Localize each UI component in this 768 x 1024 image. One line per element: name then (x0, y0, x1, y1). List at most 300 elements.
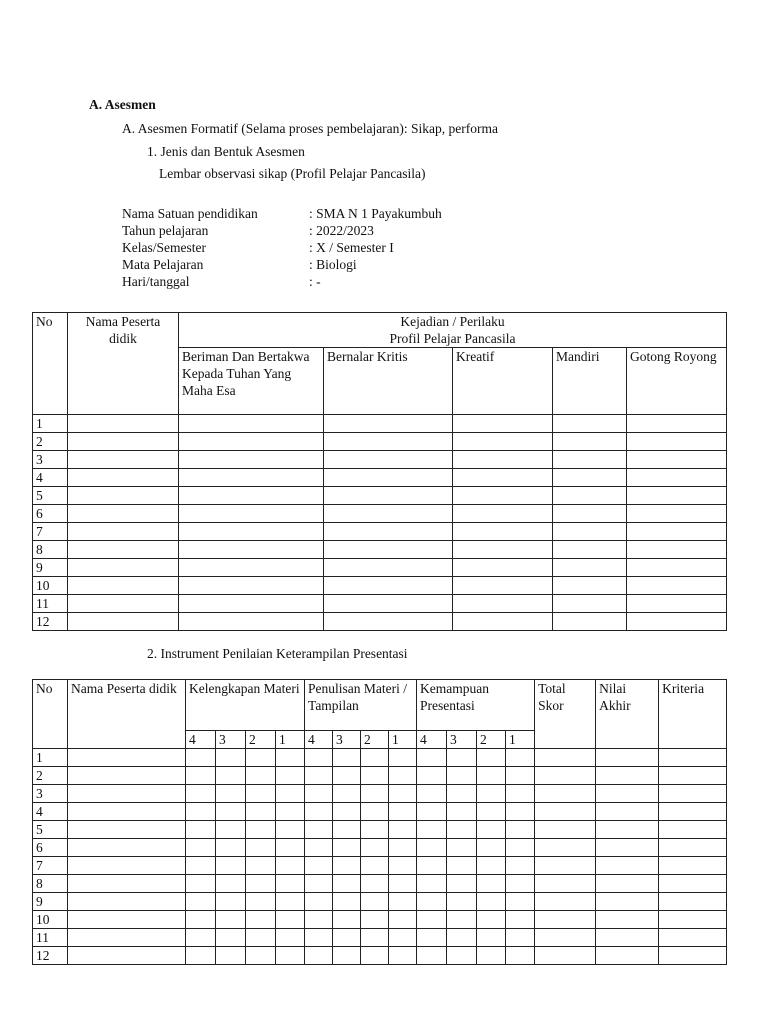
empty-cell (276, 857, 305, 875)
empty-cell (659, 785, 727, 803)
row-number: 10 (33, 911, 68, 929)
table-row (33, 857, 727, 875)
empty-cell (659, 803, 727, 821)
row-number: 11 (33, 595, 68, 613)
empty-cell (535, 911, 596, 929)
table-row (33, 523, 727, 541)
empty-cell (216, 947, 246, 965)
info-value-school: : SMA N 1 Payakumbuh (309, 206, 442, 221)
empty-cell (333, 893, 361, 911)
empty-cell (179, 505, 324, 523)
empty-cell (506, 803, 535, 821)
header-dim-mandiri: Mandiri (553, 348, 627, 415)
empty-cell (305, 875, 333, 893)
empty-cell (506, 857, 535, 875)
empty-cell (68, 947, 186, 965)
empty-cell (324, 559, 453, 577)
empty-cell (535, 929, 596, 947)
empty-cell (333, 785, 361, 803)
empty-cell (417, 947, 447, 965)
empty-cell (447, 857, 477, 875)
row-number: 6 (33, 505, 68, 523)
empty-cell (389, 857, 417, 875)
empty-cell (417, 857, 447, 875)
empty-cell (324, 595, 453, 613)
empty-cell (246, 929, 276, 947)
row-number: 4 (33, 469, 68, 487)
empty-cell (246, 857, 276, 875)
empty-cell (596, 749, 659, 767)
empty-cell (68, 857, 186, 875)
row-number: 12 (33, 613, 68, 631)
table-row (33, 595, 727, 613)
item-1-description: Lembar observasi sikap (Profil Pelajar Pancasila) (159, 166, 426, 181)
empty-cell (553, 487, 627, 505)
empty-cell (659, 893, 727, 911)
empty-cell (553, 523, 627, 541)
table-row (33, 947, 727, 965)
header-writing: Penulisan Materi / Tampilan (305, 680, 417, 731)
empty-cell (453, 541, 553, 559)
empty-cell (179, 613, 324, 631)
row-number: 4 (33, 803, 68, 821)
empty-cell (246, 875, 276, 893)
empty-cell (453, 595, 553, 613)
empty-cell (68, 785, 186, 803)
empty-cell (447, 929, 477, 947)
empty-cell (68, 821, 186, 839)
empty-cell (477, 839, 506, 857)
empty-cell (246, 947, 276, 965)
empty-cell (68, 613, 179, 631)
table-row (33, 893, 727, 911)
empty-cell (179, 595, 324, 613)
empty-cell (596, 893, 659, 911)
empty-cell (333, 749, 361, 767)
info-value-date: : - (309, 274, 321, 289)
empty-cell (333, 839, 361, 857)
table-row (33, 803, 727, 821)
empty-cell (216, 893, 246, 911)
empty-cell (417, 767, 447, 785)
score-header: 2 (246, 731, 276, 749)
empty-cell (453, 433, 553, 451)
empty-cell (186, 947, 216, 965)
item-1-heading: 1. Jenis dan Bentuk Asesmen (147, 144, 305, 159)
empty-cell (627, 469, 727, 487)
empty-cell (477, 893, 506, 911)
empty-cell (246, 893, 276, 911)
score-header: 3 (447, 731, 477, 749)
empty-cell (361, 929, 389, 947)
empty-cell (553, 451, 627, 469)
empty-cell (361, 875, 389, 893)
empty-cell (477, 803, 506, 821)
empty-cell (276, 749, 305, 767)
score-header: 1 (276, 731, 305, 749)
empty-cell (553, 433, 627, 451)
empty-cell (305, 929, 333, 947)
row-number: 12 (33, 947, 68, 965)
formative-assessment-heading: A. Asesmen Formatif (Selama proses pembelajaran): Sikap, performa (122, 121, 499, 136)
empty-cell (453, 613, 553, 631)
empty-cell (453, 451, 553, 469)
header-behavior-group: Kejadian / Perilaku Profil Pelajar Pancasila (179, 313, 727, 348)
header-no: No (33, 313, 68, 415)
empty-cell (535, 857, 596, 875)
empty-cell (305, 893, 333, 911)
empty-cell (447, 947, 477, 965)
table-row (33, 469, 727, 487)
empty-cell (333, 803, 361, 821)
header-presentation-ability: Kemampuan Presentasi (417, 680, 535, 731)
section-heading: A. Asesmen (89, 97, 156, 112)
empty-cell (553, 595, 627, 613)
empty-cell (216, 911, 246, 929)
empty-cell (506, 749, 535, 767)
empty-cell (276, 785, 305, 803)
empty-cell (447, 803, 477, 821)
empty-cell (276, 947, 305, 965)
empty-cell (535, 893, 596, 911)
row-number: 5 (33, 821, 68, 839)
empty-cell (333, 767, 361, 785)
table-row (33, 415, 727, 433)
empty-cell (246, 911, 276, 929)
empty-cell (659, 911, 727, 929)
empty-cell (276, 875, 305, 893)
empty-cell (506, 893, 535, 911)
empty-cell (361, 947, 389, 965)
empty-cell (179, 577, 324, 595)
empty-cell (333, 821, 361, 839)
empty-cell (596, 911, 659, 929)
info-label-date: Hari/tanggal (122, 274, 190, 289)
empty-cell (596, 839, 659, 857)
empty-cell (477, 749, 506, 767)
empty-cell (186, 785, 216, 803)
empty-cell (333, 875, 361, 893)
empty-cell (553, 415, 627, 433)
empty-cell (68, 487, 179, 505)
empty-cell (361, 893, 389, 911)
empty-cell (447, 785, 477, 803)
empty-cell (535, 839, 596, 857)
empty-cell (216, 929, 246, 947)
empty-cell (506, 875, 535, 893)
empty-cell (453, 505, 553, 523)
empty-cell (186, 767, 216, 785)
empty-cell (246, 749, 276, 767)
empty-cell (361, 803, 389, 821)
table-row (33, 451, 727, 469)
empty-cell (68, 541, 179, 559)
empty-cell (333, 947, 361, 965)
empty-cell (596, 803, 659, 821)
row-number: 8 (33, 541, 68, 559)
empty-cell (68, 875, 186, 893)
header-no: No (33, 680, 68, 749)
empty-cell (186, 749, 216, 767)
empty-cell (627, 613, 727, 631)
score-header: 3 (216, 731, 246, 749)
empty-cell (361, 911, 389, 929)
empty-cell (447, 875, 477, 893)
empty-cell (389, 947, 417, 965)
empty-cell (627, 451, 727, 469)
empty-cell (68, 559, 179, 577)
score-header: 1 (506, 731, 535, 749)
empty-cell (506, 785, 535, 803)
table-row (33, 929, 727, 947)
info-value-year: : 2022/2023 (309, 223, 374, 238)
row-number: 7 (33, 857, 68, 875)
empty-cell (506, 929, 535, 947)
score-header: 3 (333, 731, 361, 749)
empty-cell (179, 559, 324, 577)
empty-cell (305, 857, 333, 875)
empty-cell (627, 559, 727, 577)
row-number: 10 (33, 577, 68, 595)
empty-cell (305, 785, 333, 803)
empty-cell (68, 595, 179, 613)
empty-cell (506, 821, 535, 839)
header-completeness: Kelengkapan Materi (186, 680, 305, 731)
empty-cell (389, 767, 417, 785)
row-number: 6 (33, 839, 68, 857)
row-number: 9 (33, 559, 68, 577)
empty-cell (447, 893, 477, 911)
info-label-year: Tahun pelajaran (122, 223, 209, 238)
empty-cell (186, 821, 216, 839)
empty-cell (659, 947, 727, 965)
empty-cell (276, 893, 305, 911)
empty-cell (246, 839, 276, 857)
empty-cell (68, 451, 179, 469)
empty-cell (186, 911, 216, 929)
empty-cell (453, 577, 553, 595)
table-row (33, 559, 727, 577)
empty-cell (216, 839, 246, 857)
empty-cell (659, 821, 727, 839)
empty-cell (246, 767, 276, 785)
empty-cell (453, 415, 553, 433)
empty-cell (389, 785, 417, 803)
empty-cell (361, 749, 389, 767)
empty-cell (417, 875, 447, 893)
empty-cell (68, 523, 179, 541)
empty-cell (216, 875, 246, 893)
empty-cell (596, 767, 659, 785)
empty-cell (246, 821, 276, 839)
empty-cell (305, 803, 333, 821)
empty-cell (324, 433, 453, 451)
empty-cell (246, 803, 276, 821)
header-final-grade: Nilai Akhir (596, 680, 659, 749)
empty-cell (361, 839, 389, 857)
empty-cell (553, 541, 627, 559)
empty-cell (68, 749, 186, 767)
empty-cell (324, 613, 453, 631)
empty-cell (305, 821, 333, 839)
row-number: 9 (33, 893, 68, 911)
empty-cell (627, 505, 727, 523)
empty-cell (453, 523, 553, 541)
empty-cell (627, 541, 727, 559)
table-row (33, 839, 727, 857)
header-dim-bernalar: Bernalar Kritis (324, 348, 453, 415)
empty-cell (186, 875, 216, 893)
empty-cell (68, 577, 179, 595)
empty-cell (186, 857, 216, 875)
empty-cell (186, 893, 216, 911)
empty-cell (389, 803, 417, 821)
empty-cell (417, 821, 447, 839)
empty-cell (553, 505, 627, 523)
row-number: 3 (33, 451, 68, 469)
empty-cell (186, 803, 216, 821)
empty-cell (596, 947, 659, 965)
empty-cell (361, 821, 389, 839)
empty-cell (68, 911, 186, 929)
empty-cell (324, 415, 453, 433)
row-number: 11 (33, 929, 68, 947)
empty-cell (506, 947, 535, 965)
header-criteria: Kriteria (659, 680, 727, 749)
empty-cell (659, 767, 727, 785)
empty-cell (324, 523, 453, 541)
info-value-class: : X / Semester I (309, 240, 394, 255)
row-number: 1 (33, 415, 68, 433)
empty-cell (627, 415, 727, 433)
empty-cell (447, 839, 477, 857)
empty-cell (276, 803, 305, 821)
header-dim-kreatif: Kreatif (453, 348, 553, 415)
empty-cell (68, 929, 186, 947)
header-student-name: Nama Peserta didik (68, 680, 186, 749)
info-value-subject: : Biologi (309, 257, 357, 272)
empty-cell (477, 857, 506, 875)
empty-cell (68, 893, 186, 911)
empty-cell (417, 803, 447, 821)
empty-cell (324, 469, 453, 487)
empty-cell (305, 911, 333, 929)
row-number: 8 (33, 875, 68, 893)
empty-cell (659, 929, 727, 947)
empty-cell (447, 749, 477, 767)
empty-cell (324, 487, 453, 505)
header-total-score: Total Skor (535, 680, 596, 749)
empty-cell (627, 487, 727, 505)
empty-cell (535, 875, 596, 893)
empty-cell (417, 911, 447, 929)
empty-cell (361, 767, 389, 785)
empty-cell (68, 469, 179, 487)
empty-cell (389, 911, 417, 929)
empty-cell (627, 595, 727, 613)
empty-cell (535, 947, 596, 965)
table-row (33, 487, 727, 505)
empty-cell (506, 911, 535, 929)
table-row (33, 505, 727, 523)
table-row (33, 767, 727, 785)
empty-cell (389, 893, 417, 911)
empty-cell (179, 541, 324, 559)
table-row (33, 875, 727, 893)
score-header: 4 (305, 731, 333, 749)
empty-cell (453, 559, 553, 577)
empty-cell (324, 505, 453, 523)
empty-cell (68, 415, 179, 433)
empty-cell (389, 875, 417, 893)
score-header: 2 (361, 731, 389, 749)
header-student-name: Nama Peserta didik (68, 313, 179, 415)
empty-cell (553, 469, 627, 487)
empty-cell (305, 839, 333, 857)
empty-cell (453, 469, 553, 487)
empty-cell (453, 487, 553, 505)
empty-cell (596, 875, 659, 893)
empty-cell (417, 929, 447, 947)
empty-cell (333, 911, 361, 929)
score-header: 4 (186, 731, 216, 749)
empty-cell (447, 821, 477, 839)
empty-cell (506, 767, 535, 785)
observation-table (32, 312, 727, 631)
empty-cell (179, 451, 324, 469)
row-number: 5 (33, 487, 68, 505)
empty-cell (477, 821, 506, 839)
row-number: 3 (33, 785, 68, 803)
empty-cell (659, 857, 727, 875)
info-label-class: Kelas/Semester (122, 240, 206, 255)
empty-cell (417, 839, 447, 857)
empty-cell (305, 767, 333, 785)
empty-cell (389, 821, 417, 839)
empty-cell (324, 577, 453, 595)
table-row (33, 613, 727, 631)
score-header: 1 (389, 731, 417, 749)
empty-cell (553, 613, 627, 631)
empty-cell (68, 803, 186, 821)
empty-cell (389, 839, 417, 857)
empty-cell (216, 821, 246, 839)
empty-cell (535, 821, 596, 839)
empty-cell (535, 785, 596, 803)
empty-cell (477, 767, 506, 785)
empty-cell (68, 433, 179, 451)
empty-cell (477, 947, 506, 965)
empty-cell (596, 929, 659, 947)
empty-cell (68, 767, 186, 785)
score-header: 2 (477, 731, 506, 749)
empty-cell (179, 487, 324, 505)
table-row (33, 577, 727, 595)
info-label-school: Nama Satuan pendidikan (122, 206, 258, 221)
empty-cell (186, 839, 216, 857)
empty-cell (535, 767, 596, 785)
table-row (33, 785, 727, 803)
empty-cell (447, 767, 477, 785)
empty-cell (276, 767, 305, 785)
score-header: 4 (417, 731, 447, 749)
table-row (33, 911, 727, 929)
empty-cell (535, 749, 596, 767)
empty-cell (216, 767, 246, 785)
empty-cell (417, 749, 447, 767)
empty-cell (333, 929, 361, 947)
presentation-skill-table (32, 679, 727, 965)
